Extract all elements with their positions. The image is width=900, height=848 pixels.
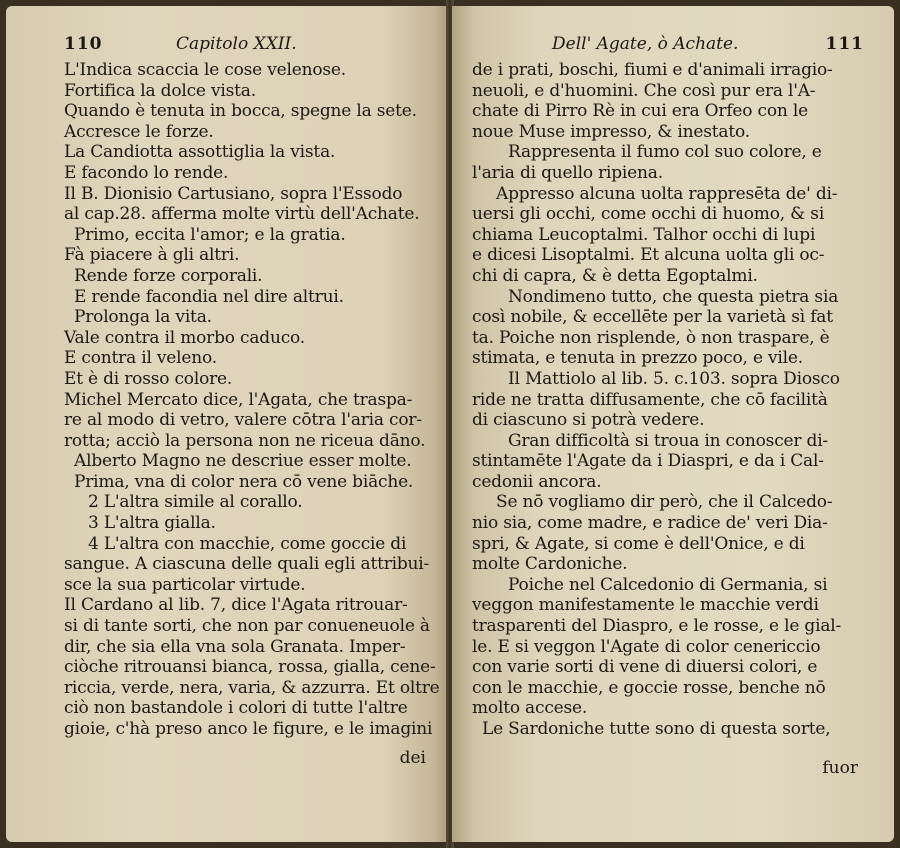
text-line: La Candiotta assottiglia la vista. [64, 142, 336, 163]
text-line: Le Sardoniche tutte sono di questa sorte, [482, 719, 831, 739]
left-page [6, 6, 448, 842]
right-page-header [472, 34, 864, 58]
text-line: chiama Leucoptalmi. Talhor occhi di lupi [472, 224, 816, 245]
text-line: E rende facondia nel dire altrui. [74, 286, 344, 307]
text-line: di ciascuno si potrà vedere. [472, 410, 705, 431]
text-line: Appresso alcuna uolta rappresēta de' di- [496, 183, 838, 204]
right-page [452, 6, 894, 842]
text-line: l'aria di quello ripiena. [472, 162, 663, 183]
text-line: Il Cardano al lib. 7, dice l'Agata ritrouar- [64, 595, 408, 616]
text-line: ta. Poiche non risplende, ò non traspare, è [472, 327, 830, 348]
text-line: dir, che sia ella vna sola Granata. Imper- [64, 636, 406, 657]
text-line: nio sia, come madre, e radice de' veri Dia- [472, 513, 828, 534]
text-line: de i prati, boschi, fiumi e d'animali irragio- [472, 60, 833, 80]
text-line: Fortifica la dolce vista. [64, 80, 256, 101]
text-line: e dicesi Lisoptalmi. Et alcuna uolta gli oc- [472, 245, 825, 266]
text-line: Se nō vogliamo dir però, che il Calcedo- [496, 492, 833, 513]
text-line: spri, & Agate, si come è dell'Onice, e di [472, 533, 805, 554]
right-catchword: fuor [822, 758, 858, 778]
text-line: Fà piacere à gli altri. [64, 245, 240, 266]
right-page-text [472, 60, 864, 740]
text-line: chi di capra, & è detta Egoptalmi. [472, 265, 758, 286]
left-page-header [64, 34, 434, 58]
text-line: Accresce le forze. [64, 121, 214, 142]
text-line: sangue. A ciascuna delle quali egli attribui- [64, 554, 430, 575]
text-line: L'Indica scaccia le cose velenose. [64, 60, 346, 80]
text-line: 3 L'altra gialla. [88, 513, 216, 534]
text-line: chate di Pirro Rè in cui era Orfeo con le [472, 101, 808, 122]
text-line: Michel Mercato dice, l'Agata, che traspa- [64, 389, 413, 410]
right-page-number: 111 [825, 34, 864, 54]
text-line: stimata, e tenuta in prezzo poco, e vile. [472, 348, 803, 369]
text-line: Alberto Magno ne descriue esser molte. [74, 451, 412, 472]
text-line: 2 L'altra simile al corallo. [88, 492, 303, 513]
text-line: Il Mattiolo al lib. 5. c.103. sopra Diosco [508, 368, 840, 389]
text-line: Prima, vna di color nera cō vene biāche. [74, 471, 414, 492]
text-line: Vale contra il morbo caduco. [64, 327, 305, 348]
text-line: riccia, verde, nera, varia, & azzurra. Et oltre [64, 677, 440, 698]
text-line: Nondimeno tutto, che questa pietra sia [508, 286, 839, 307]
text-line: si di tante sorti, che non par conueneuole à [64, 616, 430, 637]
text-line: sce la sua particolar virtude. [64, 574, 306, 595]
text-line: ride ne tratta diffusamente, che cō facilità [472, 389, 828, 410]
left-running-head: Capitolo XXII. [176, 34, 297, 54]
text-line: neuoli, e d'huomini. Che così pur era l'A- [472, 80, 816, 101]
left-page-text [64, 60, 440, 740]
text-line: E facondo lo rende. [64, 162, 229, 183]
text-line: Gran difficoltà si troua in conoscer di- [508, 430, 828, 451]
text-line: veggon manifestamente le macchie verdi [472, 595, 819, 616]
text-line: molto accese. [472, 698, 588, 719]
text-line: Primo, eccita l'amor; e la gratia. [74, 224, 346, 245]
text-line: Rappresenta il fumo col suo colore, e [508, 142, 822, 163]
text-line: trasparenti del Diaspro, e le rosse, e le gial- [472, 616, 842, 637]
text-line: noue Muse impresso, & inestato. [472, 121, 750, 142]
text-line: con varie sorti di vene di diuersi colori, e [472, 657, 818, 678]
text-line: molte Cardoniche. [472, 554, 628, 575]
text-line: ciò non bastandole i colori di tutte l'altre [64, 698, 408, 719]
text-line: le. E si veggon l'Agate di color cenericcio [472, 636, 821, 657]
text-line: uersi gli occhi, come occhi di huomo, & si [472, 204, 825, 225]
text-line: al cap.28. afferma molte virtù dell'Achate. [64, 204, 420, 225]
right-running-head: Dell' Agate, ò Achate. [552, 34, 739, 54]
text-line: Rende forze corporali. [74, 265, 263, 286]
text-line: ciòche ritrouansi bianca, rossa, gialla, cene- [64, 657, 436, 678]
text-line: Et è di rosso colore. [64, 368, 233, 389]
text-line: cedonii ancora. [472, 471, 602, 492]
text-line: re al modo di vetro, valere cōtra l'aria cor- [64, 410, 422, 431]
text-line: con le macchie, e goccie rosse, benche nō [472, 677, 826, 698]
text-line: 4 L'altra con macchie, come goccie di [88, 533, 407, 554]
text-line: Poiche nel Calcedonio di Germania, si [508, 574, 828, 595]
left-page-number: 110 [64, 34, 103, 54]
text-line: gioie, c'hà preso anco le figure, e le imagini [64, 719, 433, 739]
text-line: Quando è tenuta in bocca, spegne la sete. [64, 101, 417, 122]
text-line: rotta; acciò la persona non ne riceua dāno. [64, 430, 426, 451]
text-line: Prolonga la vita. [74, 307, 212, 328]
text-line: E contra il veleno. [64, 348, 217, 369]
text-line: stintamēte l'Agate da i Diaspri, e da i Cal- [472, 451, 824, 472]
left-catchword: dei [399, 748, 426, 768]
text-line: Il B. Dionisio Cartusiano, sopra l'Essodo [64, 183, 403, 204]
text-line: così nobile, & eccellēte per la varietà sì fat [472, 307, 833, 328]
